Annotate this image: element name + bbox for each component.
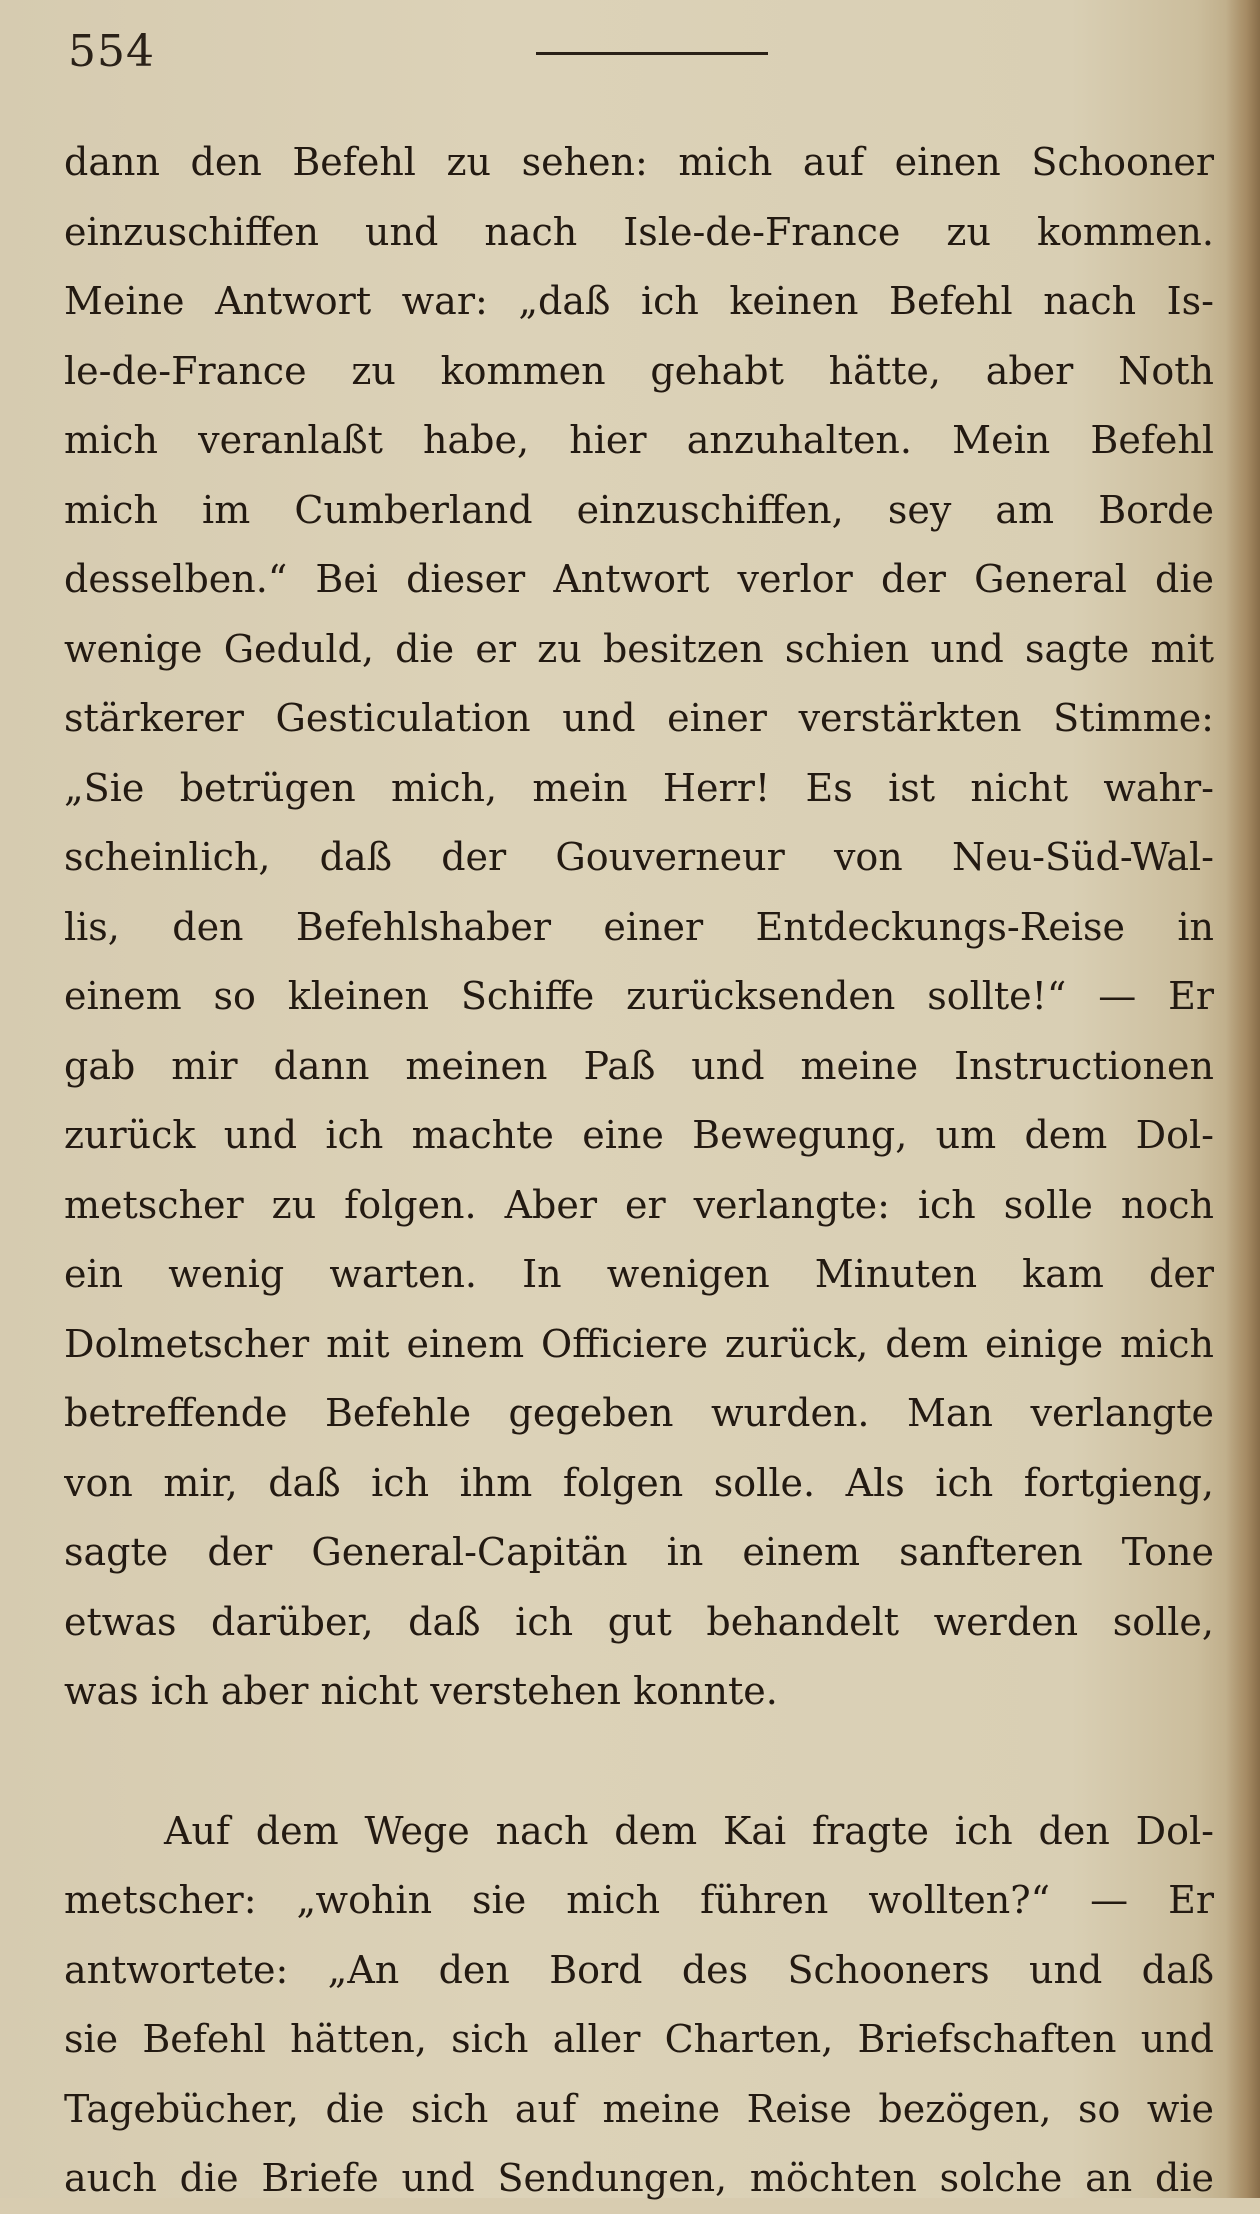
text-line: lis, den Befehlshaber einer Entdeckungs-Reise in [64,904,1214,949]
text-line: Dolmetscher mit einem Officiere zurück, dem einige mich [64,1321,1214,1366]
text-line: metscher: „wohin sie mich führen wollten?“ — Er [64,1878,1214,1922]
text-line: „Sie betrügen mich, mein Herr! Es ist nicht wahr- [64,765,1214,810]
text-line: einzuschiffen und nach Isle-de-France zu kommen. [64,209,1214,254]
text-line: einem so kleinen Schiffe zurücksenden sollte!“ — Er [64,974,1214,1018]
text-line: zurück und ich machte eine Bewegung, um dem Dol- [64,1113,1214,1157]
text-line: metscher zu folgen. Aber er verlangte: ich solle noch [64,1182,1214,1227]
text-line: was ich aber nicht verstehen konnte. [64,1669,778,1713]
text-line: ein wenig warten. In wenigen Minuten kam der [64,1252,1214,1296]
text-line: von mir, daß ich ihm folgen solle. Als ich fortgieng, [64,1460,1214,1505]
page-number: 554 [68,26,155,77]
page-edge-shadow [1226,0,1260,2198]
header-rule [536,52,768,55]
text-line: antwortete: „An den Bord des Schooners und daß [64,1947,1214,1992]
text-line: desselben.“ Bei dieser Antwort verlor der General die [64,557,1214,601]
text-line: Meine Antwort war: „daß ich keinen Befehl nach Is- [64,279,1214,323]
text-line: le-de-France zu kommen gehabt hätte, aber Noth [64,348,1214,393]
text-line: wenige Geduld, die er zu besitzen schien und sagte mit [64,626,1214,671]
text-line: gab mir dann meinen Paß und meine Instructionen [64,1043,1214,1088]
text-line: sie Befehl hätten, sich aller Charten, Briefschaften und [64,2017,1214,2061]
text-line: stärkerer Gesticulation und einer verstärkten Stimme: [64,696,1214,740]
body-text [64,128,1214,2214]
text-line: betreffende Befehle gegeben wurden. Man verlangte [64,1391,1214,1435]
text-line: scheinlich, daß der Gouverneur von Neu-Süd-Wal- [64,835,1214,879]
text-line: mich veranlaßt habe, hier anzuhalten. Mein Befehl [64,418,1214,462]
text-line: mich im Cumberland einzuschiffen, sey am Borde [64,487,1214,532]
text-line: sagte der General-Capitän in einem sanfteren Tone [64,1530,1214,1574]
text-line: auch die Briefe und Sendungen, möchten solche an die [64,2156,1214,2200]
text-line: Auf dem Wege nach dem Kai fragte ich den Dol- [164,1808,1214,1853]
text-line: etwas darüber, daß ich gut behandelt werden solle, [64,1599,1214,1644]
paragraph-break [64,1727,1214,1797]
page-header [68,22,1208,92]
text-line: dann den Befehl zu sehen: mich auf einen Schooner [64,140,1214,184]
text-line: Tagebücher, die sich auf meine Reise bezögen, so wie [64,2086,1214,2131]
